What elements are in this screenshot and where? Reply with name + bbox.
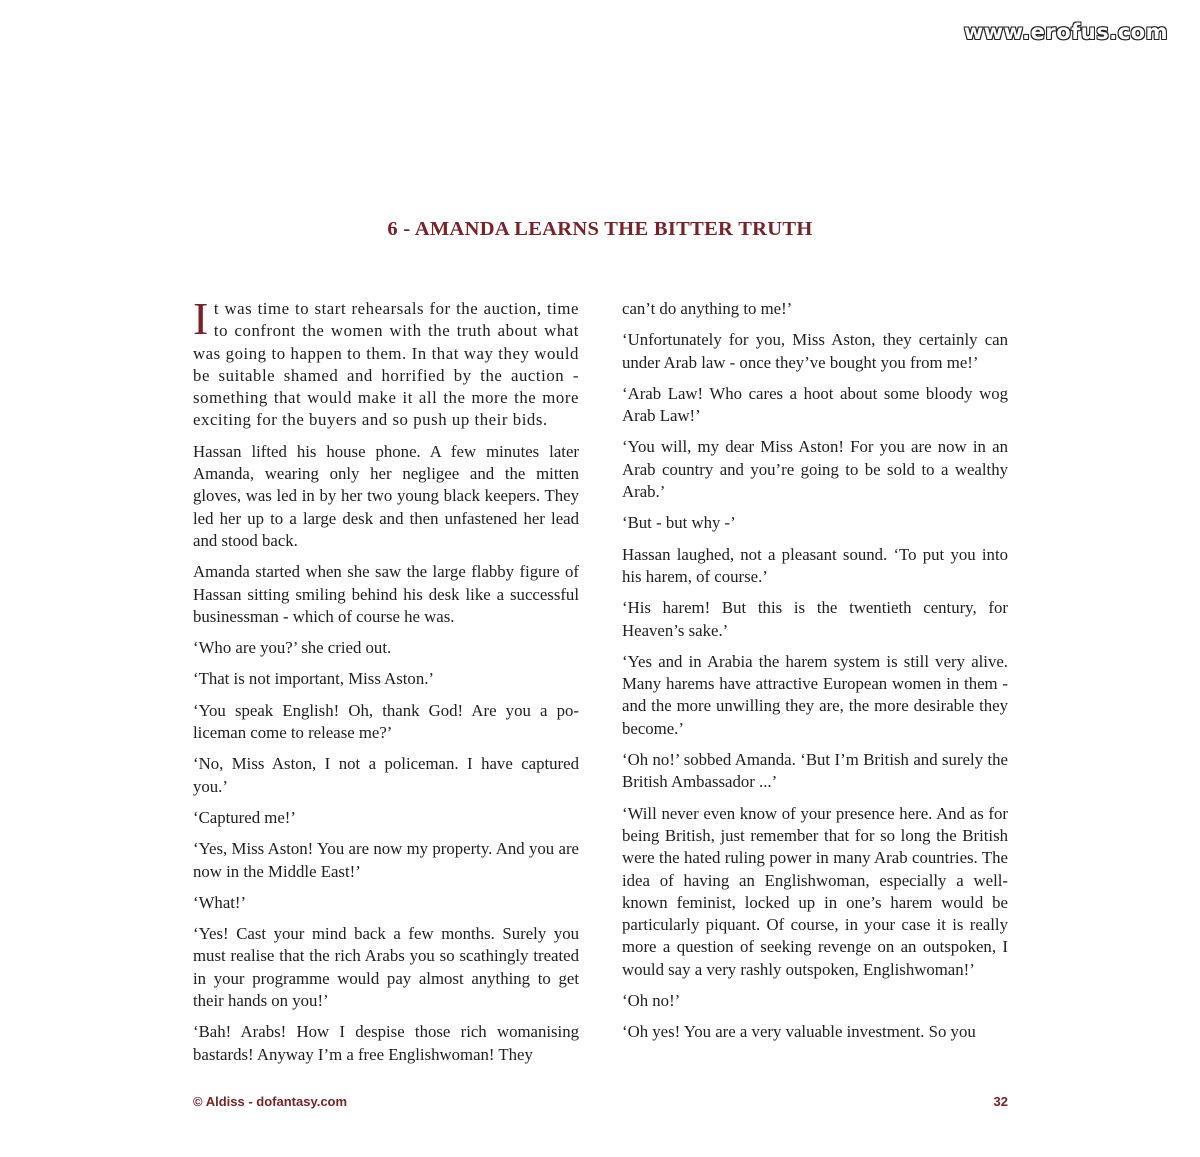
- paragraph: ‘Arab Law! Who cares a hoot about some bloody wog Arab Law!’: [622, 383, 1008, 426]
- paragraph: ‘Oh yes! You are a very valuable investment. So you: [622, 1022, 976, 1042]
- paragraph: ‘Unfortunately for you, Miss Aston, they certainly can under Arab law - once they’ve bought you from me!’: [622, 330, 1008, 372]
- opening-paragraph: [193, 293, 579, 432]
- opening-paragraph-text: t was time to start rehearsals for the auction, time to confront the women with the truth about what was going to happen to them. In that way they would be suitable shamed and horrified by the auction - something that would make it all the more the more exciting for the buyers and so push up their bids.: [193, 299, 579, 430]
- paragraph: ‘No, Miss Aston, I not a policeman. I have captured you.’: [193, 754, 579, 796]
- left-column: [193, 293, 579, 1075]
- paragraph: can’t do anything to me!’: [622, 299, 793, 318]
- paragraph: ‘That is not important, Miss Aston.’: [193, 669, 434, 689]
- paragraph: Hassan lifted his house phone. A few minutes later Amanda, wearing only her negligee and the mitten gloves, was led in by her two young black keepers. They led her up to a large desk and then unfastened her lead and stood back.: [193, 441, 579, 550]
- drop-cap: I: [193, 293, 209, 344]
- paragraph: ‘You speak English! Oh, thank God! Are you a policeman come to release me?’: [193, 700, 579, 743]
- paragraph: ‘You will, my dear Miss Aston! For you are now in an Arab country and you’re going to be sold to a wealthy Arab.’: [622, 437, 1008, 502]
- paragraph: ‘Will never even know of your presence here. And as for being British, just remember that for so long the British were the hated ruling power in many Arab countries. The idea of having an Englishwoman, especially a well-known feminist, locked up in one’s harem would be particularly piquant. Of course, in your case it is really more a question of seeking revenge on an outspoken, I would say a very rashly outspoken, Englishwoman!’: [622, 803, 1008, 979]
- paragraph: ‘Yes, Miss Aston! You are now my property. And you are now in the Middle East!’: [193, 839, 579, 881]
- paragraph: ‘Captured me!’: [193, 807, 296, 827]
- paragraph: ‘What!’: [193, 892, 247, 912]
- paragraph: ‘His harem! But this is the twentieth century, for Heaven’s sake.’: [622, 598, 1008, 640]
- paragraph: ‘Bah! Arabs! How I despise those rich womanising bastards! Anyway I’m a free Englishwoman! They: [193, 1022, 579, 1064]
- watermark: www.erofus.com: [963, 20, 1168, 44]
- paragraph: ‘Oh no!’ sobbed Amanda. ‘But I’m British and surely the British Ambassador ...’: [622, 750, 1008, 792]
- paragraph: ‘Yes! Cast your mind back a few months. Surely you must realise that the rich Arabs you so scathingly treated in your programme would pay almost anything to get their hands on you!’: [193, 924, 579, 1011]
- paragraph: ‘But - but why -’: [622, 513, 736, 533]
- paragraph: ‘Oh no!’: [622, 991, 681, 1011]
- paragraph: ‘Yes and in Arabia the harem system is still very alive. Many harems have attractive European women in them - and the more unwilling they are, the more desirable they become.’: [622, 651, 1008, 738]
- page-number: 32: [993, 1094, 1008, 1109]
- footer-copyright: © Aldiss - dofantasy.com: [193, 1094, 348, 1109]
- right-column: [622, 298, 1008, 1053]
- paragraph: Hassan laughed, not a pleasant sound. ‘To put you into his harem, of course.’: [622, 544, 1008, 586]
- chapter-title: 6 - AMANDA LEARNS THE BITTER TRUTH: [387, 218, 813, 240]
- paragraph: ‘Who are you?’ she cried out.: [193, 638, 392, 658]
- paragraph: Amanda started when she saw the large flabby figure of Hassan sitting smiling behind his desk like a successful businessman - which of course he was.: [193, 562, 579, 626]
